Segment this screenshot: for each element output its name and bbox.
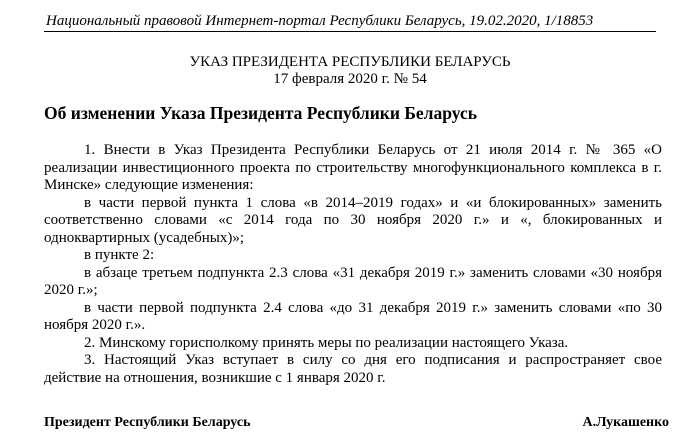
paragraph-6: 2. Минскому горисполкому принять меры по реализации настоящего Указа. — [84, 334, 569, 351]
signatory-position: Президент Республики Беларусь — [44, 415, 251, 430]
header-divider — [44, 31, 656, 32]
paragraph-4: в абзаце третьем подпункта 2.3 слова «31 декабря 2019 г.» заменить словами «30 ноября 2020 г.»; — [44, 264, 662, 298]
issuer-heading: УКАЗ ПРЕЗИДЕНТА РЕСПУБЛИКИ БЕЛАРУСЬ — [189, 54, 511, 70]
portal-source-line: Национальный правовой Интернет-портал Республики Беларусь, 19.02.2020, 1/18853 — [46, 13, 594, 29]
signatory-name: А.Лукашенко — [582, 415, 669, 430]
paragraph-5: в части первой подпункта 2.4 слова «до 31 декабря 2019 г.» заменить словами «по 30 ноября 2020 г.». — [44, 299, 662, 333]
document-title: Об изменении Указа Президента Республики Беларусь — [44, 103, 477, 123]
paragraph-3: в пункте 2: — [84, 247, 155, 263]
date-number-line: 17 февраля 2020 г. № 54 — [273, 71, 427, 87]
paragraph-2: в части первой пункта 1 слова «в 2014–2019 годах» и «и блокированных» заменить соответственно словами «с 2014 года по 30 ноября 2020 г.» и «, блокированных и одноквартирных (усадебных)»; — [44, 194, 662, 246]
paragraph-1: 1. Внести в Указ Президента Республики Беларусь от 21 июля 2014 г. № 365 «О реализации инвестиционного проекта по строительству многофункционального комплекса в г. Минске» следующие изменения: — [44, 142, 662, 193]
paragraph-7: 3. Настоящий Указ вступает в силу со дня его подписания и распространяет свое действие на отношения, возникшие с 1 января 2020 г. — [44, 352, 662, 386]
document-body — [44, 142, 662, 387]
